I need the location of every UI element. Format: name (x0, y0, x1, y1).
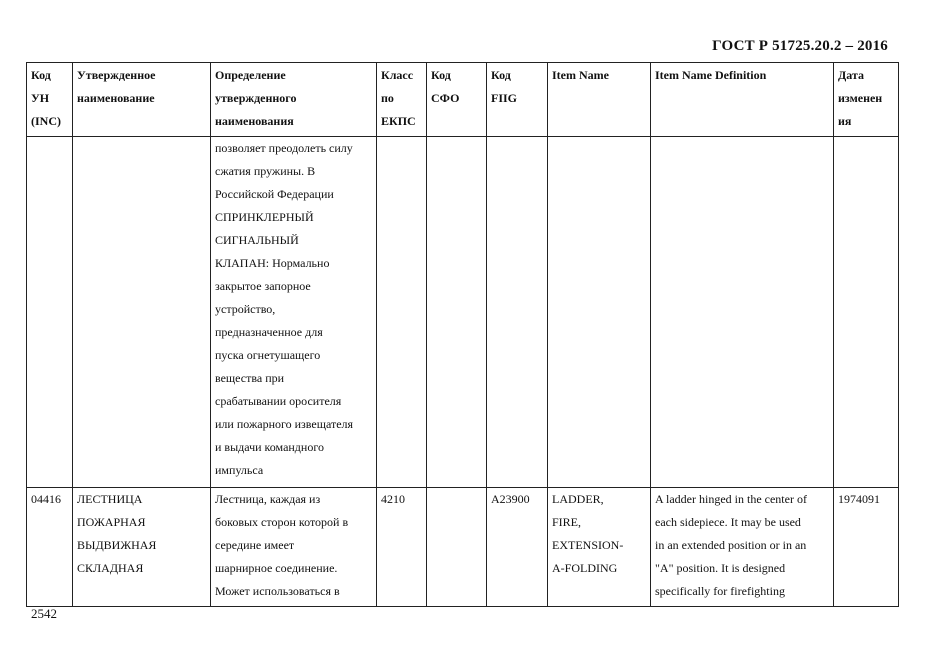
table-cell (73, 137, 211, 488)
column-header-approved-name: Утвержденное наименование (73, 63, 211, 137)
table-cell (834, 137, 899, 488)
table-header-row (27, 63, 899, 137)
table-cell: A23900 (487, 488, 548, 607)
document-header: ГОСТ Р 51725.20.2 – 2016 (712, 38, 888, 54)
page-number: 2542 (31, 606, 57, 621)
table-cell (27, 137, 73, 488)
table-cell: 4210 (377, 488, 427, 607)
table-cell: 04416 (27, 488, 73, 607)
table-cell (548, 137, 651, 488)
table-cell (427, 137, 487, 488)
column-header-fiig-code: Код FIIG (487, 63, 548, 137)
column-header-item-name-definition: Item Name Definition (651, 63, 834, 137)
table-cell: ЛЕСТНИЦА ПОЖАРНАЯ ВЫДВИЖНАЯ СКЛАДНАЯ (73, 488, 211, 607)
table-cell: 1974091 (834, 488, 899, 607)
classification-table (26, 62, 899, 607)
column-header-ekps-class: Класс по ЕКПС (377, 63, 427, 137)
table-cell (651, 137, 834, 488)
table-row (27, 137, 899, 488)
table-cell: позволяет преодолеть силу сжатия пружины. В Российской Федерации СПРИНКЛЕРНЫЙ СИГНАЛЬНЫЙ КЛАПАН: Нормально закрытое запорное устройство, предназначенное для пуска огнетушащего вещества при срабатывании оросителя или пожарного извещателя и выдачи командного импульса (211, 137, 377, 488)
column-header-inc-code: Код УН (INC) (27, 63, 73, 137)
column-header-change-date: Дата изменен ия (834, 63, 899, 137)
table-cell: Лестница, каждая из боковых сторон которой в середине имеет шарнирное соединение. Может использоваться в (211, 488, 377, 607)
column-header-name-definition: Определение утвержденного наименования (211, 63, 377, 137)
table-cell (487, 137, 548, 488)
table-row (27, 488, 899, 607)
column-header-sfo-code: Код СФО (427, 63, 487, 137)
column-header-item-name: Item Name (548, 63, 651, 137)
table-cell: A ladder hinged in the center of each sidepiece. It may be used in an extended position or in an "A" position. It is designed specifically for firefighting (651, 488, 834, 607)
table-cell (427, 488, 487, 607)
table-cell: LADDER, FIRE, EXTENSION- A-FOLDING (548, 488, 651, 607)
table-cell (377, 137, 427, 488)
